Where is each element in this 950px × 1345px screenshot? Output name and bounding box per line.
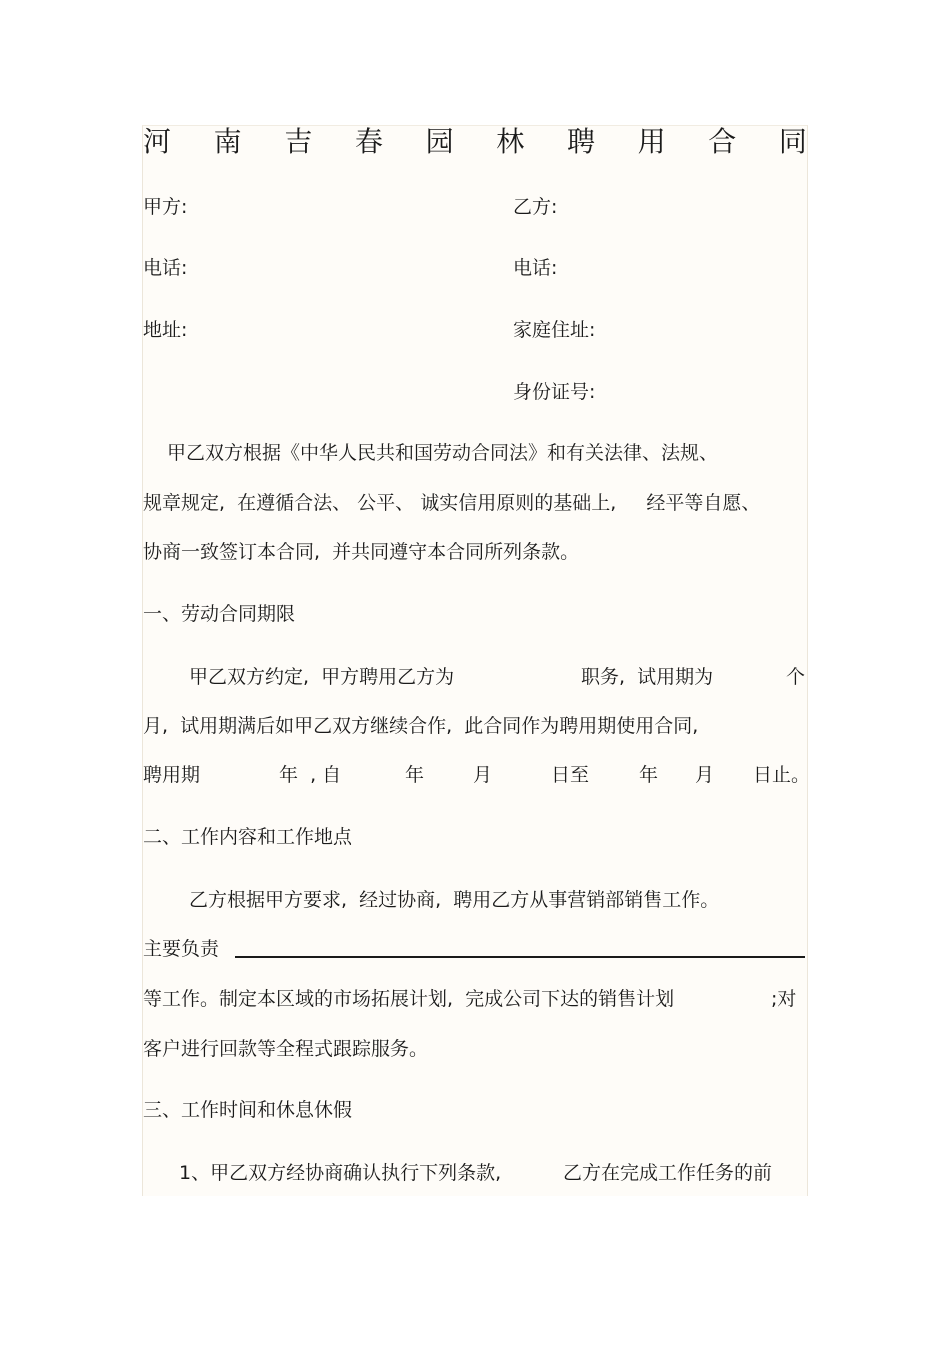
sec2-line-4: 客户进行回款等全程式跟踪服务。 (143, 1038, 429, 1060)
title-char: 同 (778, 125, 807, 158)
title-char: 南 (213, 125, 242, 158)
intro-line-3: 协商一致签订本合同, 并共同遵守本合同所列条款。 (143, 541, 580, 563)
end-day: 日止。 (753, 764, 811, 786)
intro-line-1: 甲乙双方根据《中华人民共和国劳动合同法》和有关法律、法规、 (167, 442, 719, 464)
section-3-heading: 三、工作时间和休息休假 (143, 1099, 353, 1121)
title-char: 用 (637, 125, 666, 158)
party-b-label: 乙方: (513, 196, 558, 218)
term-years: 年 , 自 (279, 764, 342, 786)
end-year: 年 (639, 764, 659, 786)
sec1-line-1a: 甲乙双方约定, 甲方聘用乙方为 (189, 666, 455, 688)
sec2-line-2: 主要负责 (143, 938, 220, 960)
party-a-address: 地址: (143, 319, 188, 341)
title-char: 河 (143, 125, 172, 158)
contract-page (142, 125, 811, 1196)
party-a-label: 甲方: (143, 196, 188, 218)
section-1-heading: 一、劳动合同期限 (143, 603, 296, 625)
section-2-heading: 二、工作内容和工作地点 (143, 826, 353, 848)
sec3-line-1b: 乙方在完成工作任务的前 (563, 1162, 773, 1184)
party-b-phone: 电话: (513, 257, 558, 279)
title-char: 吉 (284, 125, 313, 158)
sec2-line-3b: ;对 (771, 988, 797, 1010)
sec2-line-3a: 等工作。制定本区域的市场拓展计划, 完成公司下达的销售计划 (143, 988, 675, 1010)
term-label: 聘用期 (143, 764, 201, 786)
sec3-line-1a: 1、甲乙双方经协商确认执行下列条款, (179, 1162, 502, 1184)
start-month: 月 (473, 764, 493, 786)
end-month: 月 (695, 764, 715, 786)
sec1-line-1b: 职务, 试用期为 (581, 666, 714, 688)
intro-line-2: 规章规定, 在遵循合法、 公平、 诚实信用原则的基础上, 经平等自愿、 (143, 492, 761, 514)
sec1-line-1c: 个 (786, 666, 806, 688)
party-b-home-address: 家庭住址: (513, 319, 596, 341)
title-char: 合 (708, 125, 737, 158)
title-char: 林 (496, 125, 525, 158)
title-char: 春 (354, 125, 383, 158)
title-char: 园 (425, 125, 454, 158)
responsibility-blank-line (235, 956, 805, 958)
title-char: 聘 (566, 125, 595, 158)
start-year: 年 (405, 764, 425, 786)
sec2-line-1: 乙方根据甲方要求, 经过协商, 聘用乙方从事营销部销售工作。 (189, 889, 720, 911)
start-day: 日至 (551, 764, 590, 786)
party-b-id-number: 身份证号: (513, 381, 596, 403)
sec1-line-2: 月, 试用期满后如甲乙双方继续合作, 此合同作为聘用期使用合同, (143, 715, 699, 737)
page-title (143, 126, 807, 158)
party-a-phone: 电话: (143, 257, 188, 279)
